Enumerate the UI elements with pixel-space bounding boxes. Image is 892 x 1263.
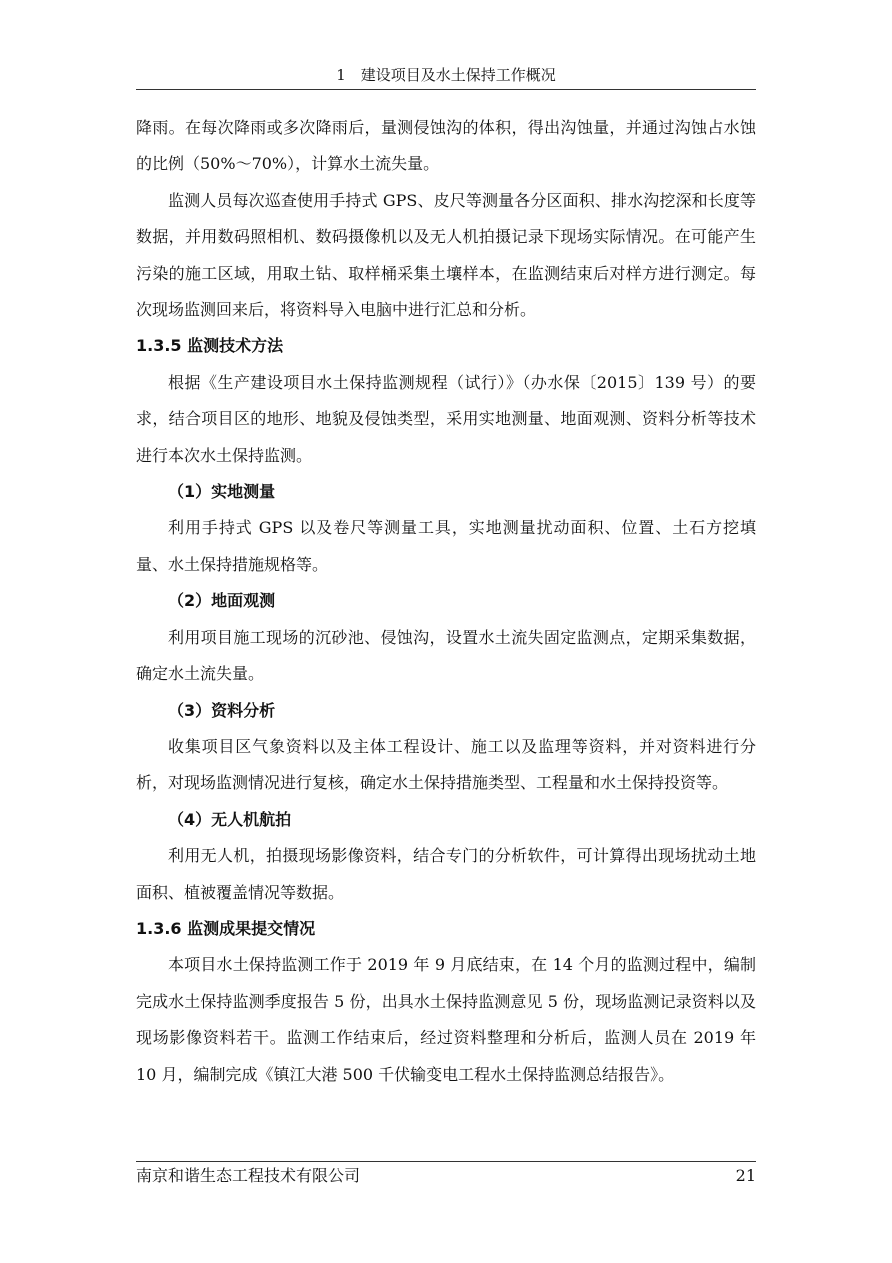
paragraph-results-submission: 本项目水土保持监测工作于 2019 年 9 月底结束，在 14 个月的监测过程中，编制完成水土保持监测季度报告 5 份，出具水土保持监测意见 5 份，现场监测记录资料以及现场影像资料若干。监测工作结束后，经过资料整理和分析后，监测人员在 2019 年 10 月，编制完成《镇江大港 500 千伏输变电工程水土保持监测总结报告》。 (136, 955, 756, 1084)
paragraph-rainfall-erosion: 降雨。在每次降雨或多次降雨后，量测侵蚀沟的体积，得出沟蚀量，并通过沟蚀占水蚀的比例（50%～70%），计算水土流失量。 (136, 118, 756, 174)
section-heading-monitoring-methods: 1.3.5 监测技术方法 (136, 336, 284, 356)
paragraph-methods-basis: 根据《生产建设项目水土保持监测规程（试行）》（办水保〔2015〕139 号）的要求，结合项目区的地形、地貌及侵蚀类型，采用实地测量、地面观测、资料分析等技术进行本次水土保持监测。 (136, 372, 756, 465)
section-heading-results-submission: 1.3.6 监测成果提交情况 (136, 918, 316, 938)
page-number: 21 (735, 1166, 756, 1185)
paragraph-inspection: 监测人员每次巡查使用手持式 GPS、皮尺等测量各分区面积、排水沟挖深和长度等数据，并用数码照相机、数码摄像机以及无人机拍摄记录下现场实际情况。在可能产生污染的施工区域，用取土钻、取样桶采集土壤样本，在监测结束后对样方进行测定。每次现场监测回来后，将资料导入电脑中进行汇总和分析。 (136, 190, 756, 320)
subheading-ground-observation: （2）地面观测 (168, 591, 276, 611)
page-body (136, 110, 756, 1093)
subheading-drone-aerial: （4）无人机航拍 (168, 809, 292, 829)
running-header: 1 建设项目及水土保持工作概况 (336, 66, 556, 84)
paragraph-data-analysis: 收集项目区气象资料以及主体工程设计、施工以及监理等资料，并对资料进行分析，对现场监测情况进行复核，确定水土保持措施类型、工程量和水土保持投资等。 (136, 736, 756, 793)
subheading-data-analysis: （3）资料分析 (168, 700, 276, 720)
subheading-field-measurement: （1）实地测量 (168, 482, 276, 502)
paragraph-ground-observation: 利用项目施工现场的沉砂池、侵蚀沟，设置水土流失固定监测点，定期采集数据，确定水土流失量。 (136, 627, 756, 684)
header-divider (136, 89, 756, 90)
paragraph-field-measurement: 利用手持式 GPS 以及卷尺等测量工具，实地测量扰动面积、位置、土石方挖填量、水土保持措施规格等。 (136, 518, 756, 574)
paragraph-drone-aerial: 利用无人机，拍摄现场影像资料，结合专门的分析软件，可计算得出现场扰动土地面积、植被覆盖情况等数据。 (136, 846, 756, 902)
footer-divider (136, 1161, 756, 1162)
footer-company: 南京和谐生态工程技术有限公司 (136, 1166, 361, 1185)
